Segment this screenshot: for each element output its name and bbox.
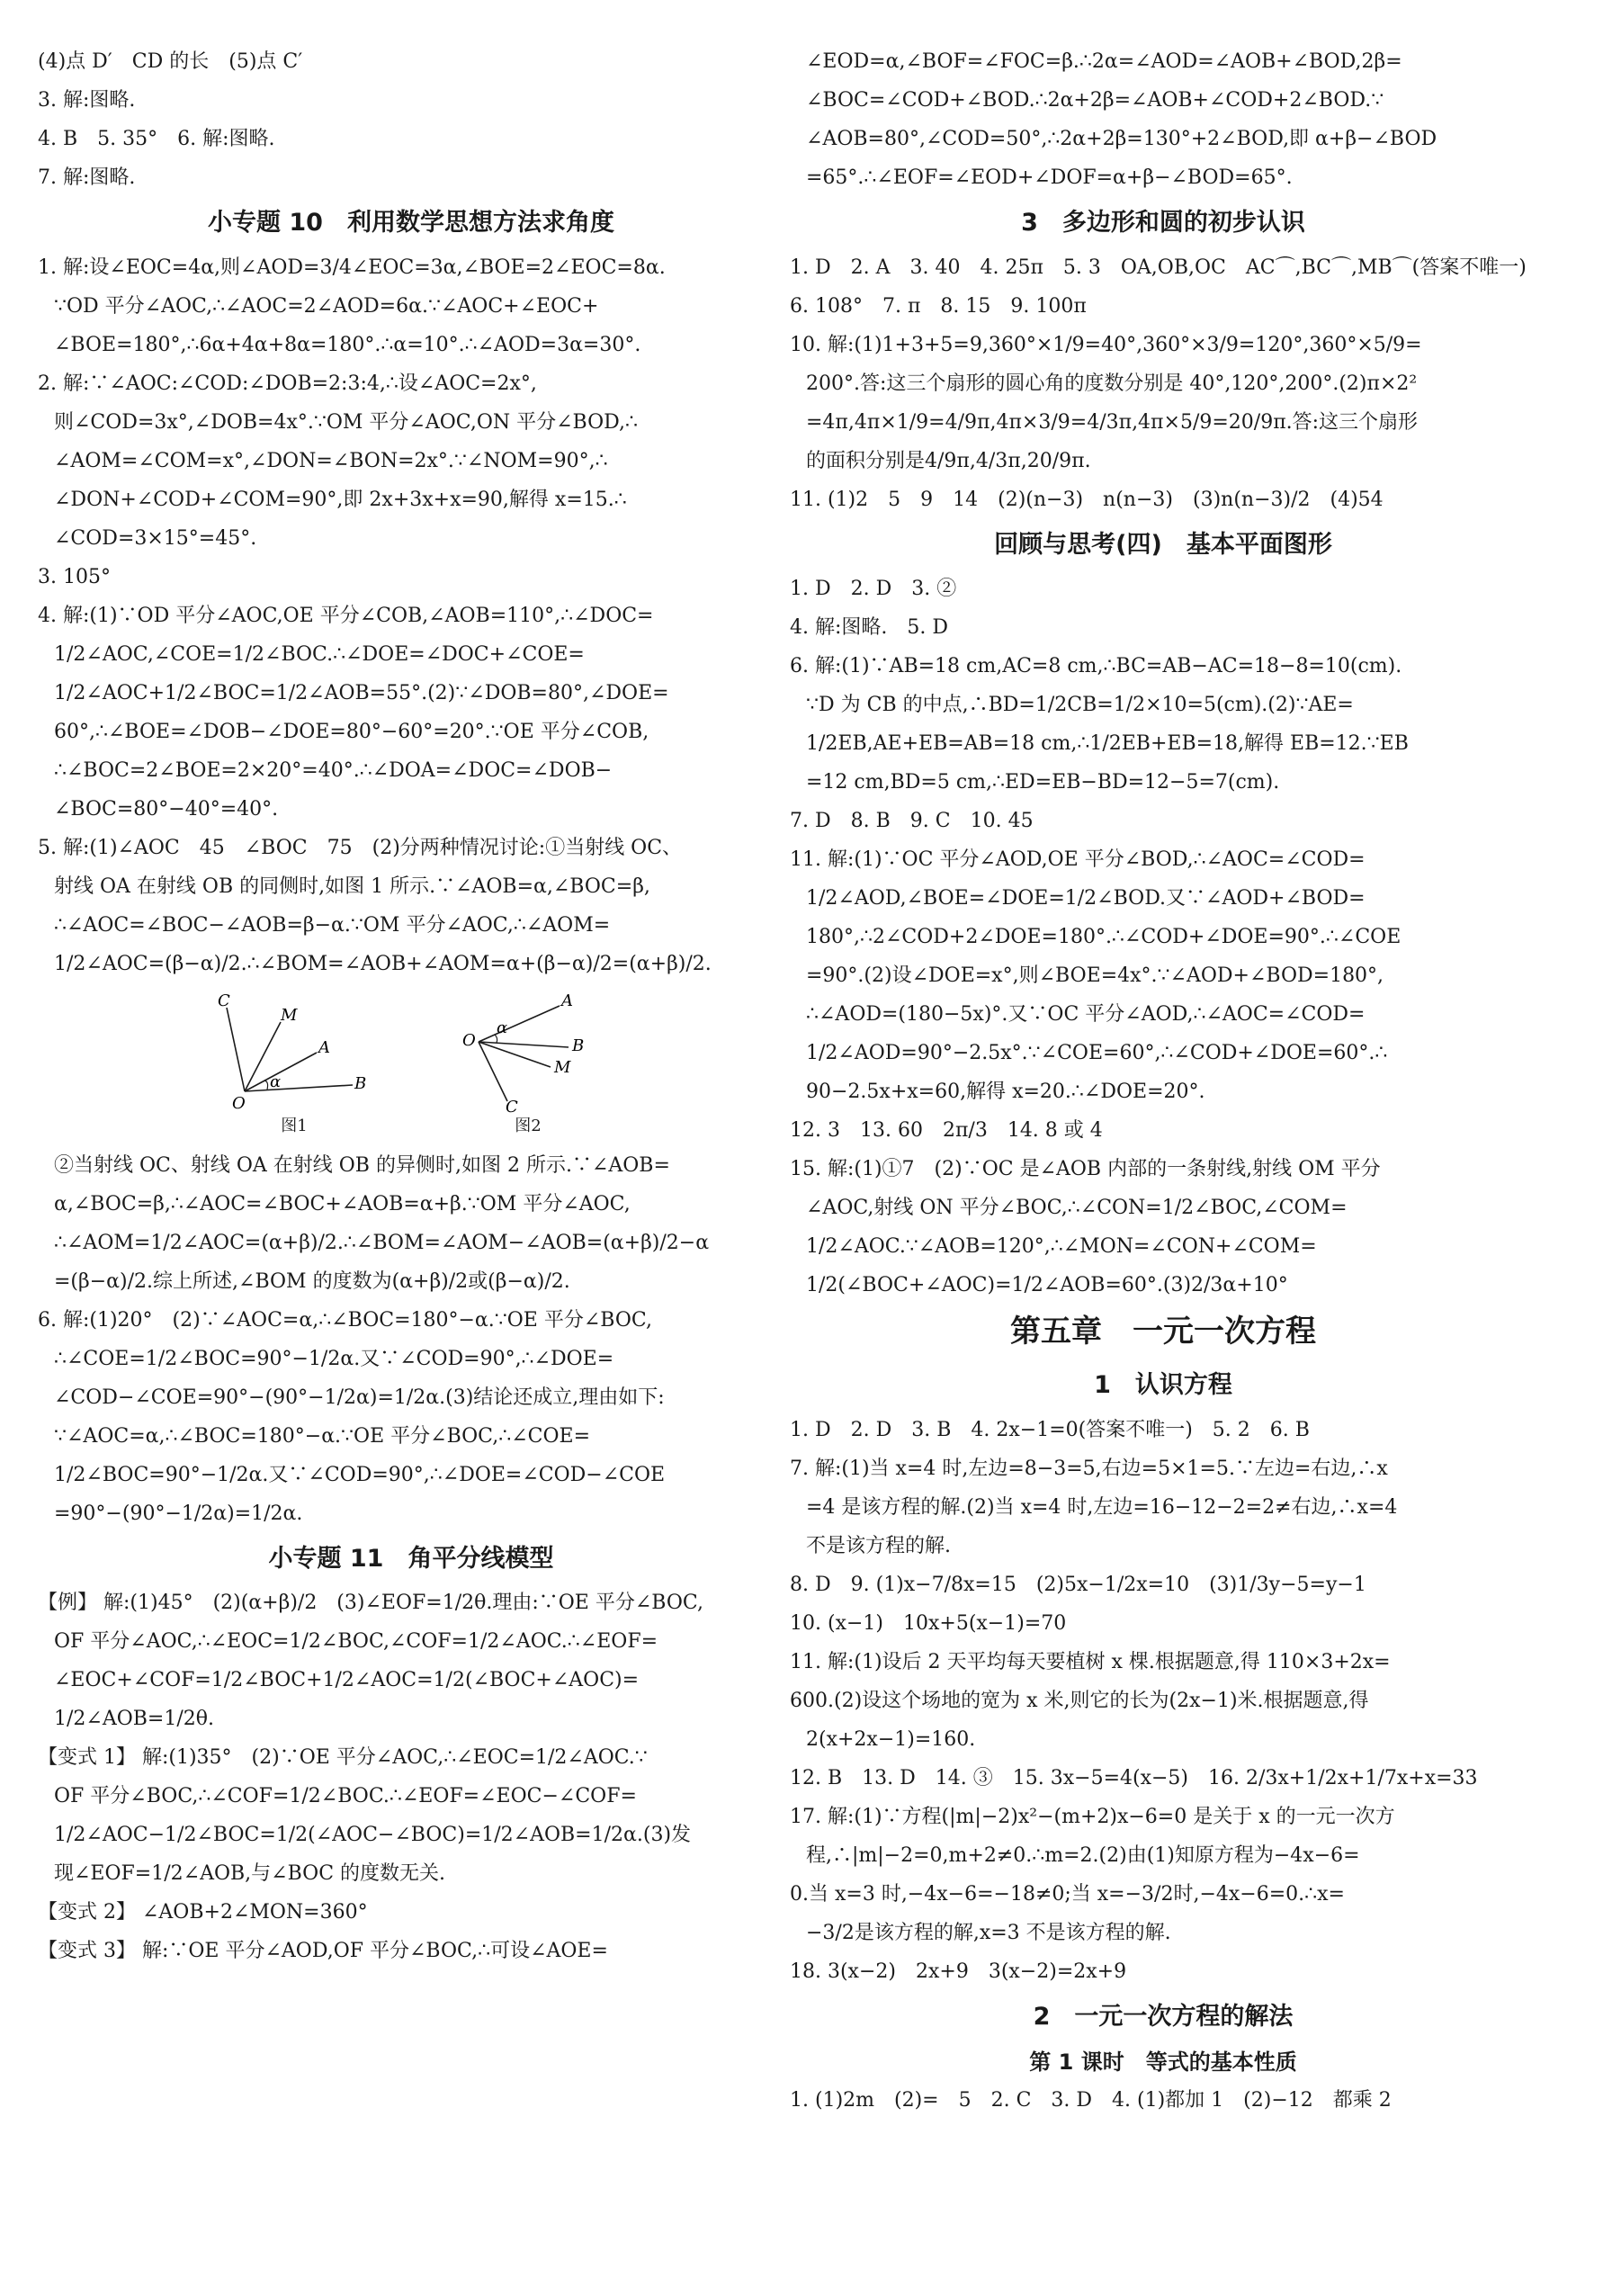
figure-2-caption: 图2	[515, 1116, 542, 1135]
svg-text:B: B	[354, 1073, 367, 1093]
figure-1-diagram	[218, 988, 371, 1114]
answer-line: 1/2∠BOC=90°−1/2α.又∵∠COD=90°,∴∠DOE=∠COD−∠COE	[54, 1463, 666, 1486]
answer-line: 的面积分别是4/9π,4/3π,20/9π.	[806, 449, 1091, 472]
answer-line: ∠COD=3×15°=45°.	[54, 526, 257, 550]
answer-line: 1/2∠AOB=1/2θ.	[54, 1708, 215, 1730]
answer-line: (4)点 D′ CD 的长 (5)点 C′	[38, 50, 303, 73]
answer-line: 1. D 2. D 3. B 4. 2x−1=0(答案不唯一) 5. 2 6. B	[790, 1418, 1310, 1441]
angle-figures	[38, 988, 784, 1138]
answer-line: 6. 解:(1)20° (2)∵∠AOC=α,∴∠BOC=180°−α.∵OE 平分∠BOC,	[38, 1308, 652, 1332]
answer-line: 1/2∠AOD,∠BOE=∠DOE=1/2∠BOD.又∵∠AOD+∠BOD=	[806, 887, 1366, 910]
review4-title: 回顾与思考(四) 基本平面图形	[994, 530, 1332, 559]
answer-line: 10. (x−1) 10x+5(x−1)=70	[790, 1611, 1067, 1635]
answer-line: ∴∠AOM=1/2∠AOC=(α+β)/2.∴∠BOM=∠AOM−∠AOB=(α+β)/2−α	[54, 1231, 710, 1254]
answer-line: 程,∴|m|−2=0,m+2≠0.∴m=2.(2)由(1)知原方程为−4x−6=	[806, 1843, 1360, 1867]
answer-line: 2. 解:∵∠AOC:∠COD:∠DOB=2:3:4,∴设∠AOC=2x°,	[38, 372, 537, 395]
answer-line: 7. 解:图略.	[38, 166, 136, 189]
answer-line: ∴∠BOC=2∠BOE=2×20°=40°.∴∠DOA=∠DOC=∠DOB−	[54, 758, 613, 782]
answer-line: 不是该方程的解.	[806, 1534, 951, 1557]
svg-text:C: C	[506, 1097, 518, 1114]
answer-line: ∠AOC,射线 ON 平分∠BOC,∴∠CON=1/2∠BOC,∠COM=	[806, 1197, 1348, 1219]
section2-answers	[790, 2085, 1536, 2115]
answer-line: 4. 解:图略. 5. D	[790, 616, 949, 639]
answer-line: =65°.∴∠EOF=∠EOD+∠DOF=α+β−∠BOD=65°.	[806, 166, 1293, 189]
answer-line: ∠EOD=α,∠BOF=∠FOC=β.∴2α=∠AOD=∠AOB+∠BOD,2β=	[806, 50, 1402, 73]
answer-line: 90−2.5x+x=60,解得 x=20.∴∠DOE=20°.	[806, 1081, 1205, 1103]
answer-line: 8. D 9. (1)x−7/8x=15 (2)5x−1/2x=10 (3)1/3y−5=y−1	[790, 1573, 1366, 1596]
left-top-block	[38, 47, 784, 193]
svg-text:α: α	[497, 1018, 508, 1037]
section2-title: 2 一元一次方程的解法	[1033, 2002, 1294, 2031]
answer-line: 2(x+2x−1)=160.	[806, 1727, 976, 1751]
svg-text:C: C	[218, 991, 230, 1010]
answer-line: 1. (1)2m (2)= 5 2. C 3. D 4. (1)都加 1 (2)−12 都乘 2	[790, 2089, 1392, 2112]
answer-line: 17. 解:(1)∵方程(|m|−2)x²−(m+2)x−6=0 是关于 x 的一元一次方	[790, 1805, 1395, 1828]
answer-line: 4. B 5. 35° 6. 解:图略.	[38, 128, 275, 150]
svg-text:α: α	[270, 1072, 282, 1091]
svg-text:M: M	[554, 1057, 571, 1077]
svg-text:A: A	[561, 991, 573, 1010]
answer-line: ∠AOM=∠COM=x°,∠DON=∠BON=2x°.∵∠NOM=90°,∴	[54, 449, 608, 472]
answer-line: 【变式 1】 解:(1)35° (2)∵OE 平分∠AOC,∴∠EOC=1/2∠AOC.∵	[38, 1746, 648, 1769]
answer-line: ∠BOE=180°,∴6α+4α+8α=180°.∴α=10°.∴∠AOD=3α=30°.	[54, 333, 641, 356]
answer-line: ∵OD 平分∠AOC,∴∠AOC=2∠AOD=6α.∵∠AOC+∠EOC+	[54, 294, 599, 318]
answer-line: 1. D 2. D 3. ②	[790, 578, 957, 600]
answer-line: 11. 解:(1)∵OC 平分∠AOD,OE 平分∠BOD,∴∠AOC=∠COD=	[790, 848, 1366, 871]
answer-line: 则∠COD=3x°,∠DOB=4x°.∵OM 平分∠AOC,ON 平分∠BOD,∴	[54, 410, 639, 434]
answer-line: ∠AOB=80°,∠COD=50°,∴2α+2β=130°+2∠BOD,即 α+β−∠BOD	[806, 128, 1437, 150]
answer-line: =4 是该方程的解.(2)当 x=4 时,左边=16−12−2=2≠右边,∴x=4	[806, 1495, 1398, 1519]
left-column	[38, 47, 784, 1975]
answer-line: 1/2∠AOC=(β−α)/2.∴∠BOM=∠AOB+∠AOM=α+(β−α)/2=(α+β)/2.	[54, 952, 712, 975]
answer-line: =(β−α)/2.综上所述,∠BOM 的度数为(α+β)/2或(β−α)/2.	[54, 1269, 570, 1293]
answer-line: 3. 解:图略.	[38, 89, 136, 112]
section3-title: 3 多边形和圆的初步认识	[1021, 209, 1305, 237]
answer-line: 180°,∴2∠COD+2∠DOE=180°.∴∠COD+∠DOE=90°.∴∠COE	[806, 926, 1402, 948]
answer-line: ∴∠AOC=∠BOC−∠AOB=β−α.∵OM 平分∠AOC,∴∠AOM=	[54, 913, 611, 937]
answer-line: 12. B 13. D 14. ③ 15. 3x−5=4(x−5) 16. 2/3x+1/2x+1/7x+x=33	[790, 1766, 1478, 1789]
answer-line: 12. 3 13. 60 2π/3 14. 8 或 4	[790, 1119, 1103, 1142]
topic10-title: 小专题 10 利用数学思想方法求角度	[208, 209, 614, 237]
topic11-title: 小专题 11 角平分线模型	[268, 1544, 554, 1573]
answer-line: 3. 105°	[38, 565, 111, 588]
answer-line: 15. 解:(1)①7 (2)∵OC 是∠AOB 内部的一条射线,射线 OM 平分	[790, 1158, 1381, 1180]
chapter5-title: 第五章 一元一次方程	[1010, 1314, 1316, 1350]
answer-line: =4π,4π×1/9=4/9π,4π×3/9=4/3π,4π×5/9=20/9π.答:这三个扇形	[806, 410, 1419, 434]
answer-line: 18. 3(x−2) 2x+9 3(x−2)=2x+9	[790, 1960, 1127, 1983]
answer-line: 4. 解:(1)∵OD 平分∠AOC,OE 平分∠COB,∠AOB=110°,∴∠DOC=	[38, 604, 654, 627]
answer-line: 现∠EOF=1/2∠AOB,与∠BOC 的度数无关.	[54, 1862, 446, 1885]
answer-line: 6. 解:(1)∵AB=18 cm,AC=8 cm,∴BC=AB−AC=18−8=10(cm).	[790, 655, 1402, 677]
answer-line: 1/2(∠BOC+∠AOC)=1/2∠AOB=60°.(3)2/3α+10°	[806, 1274, 1288, 1296]
figure-1-caption: 图1	[281, 1116, 308, 1135]
answer-line: 【变式 3】 解:∵OE 平分∠AOD,OF 平分∠BOC,∴可设∠AOE=	[38, 1940, 608, 1962]
answer-line: 1/2EB,AE+EB=AB=18 cm,∴1/2EB+EB=18,解得 EB=12.∵EB	[806, 732, 1409, 755]
answer-line: OF 平分∠BOC,∴∠COF=1/2∠BOC.∴∠EOF=∠EOC−∠COF=	[54, 1785, 637, 1807]
answer-line: 【变式 2】 ∠AOB+2∠MON=360°	[38, 1901, 368, 1924]
answer-line: ∠COD−∠COE=90°−(90°−1/2α)=1/2α.(3)结论还成立,理由如下:	[54, 1386, 665, 1409]
topic10-answers	[38, 253, 784, 979]
answer-line: 7. 解:(1)当 x=4 时,左边=8−3=5,右边=5×1=5.∵左边=右边,∴x	[790, 1457, 1388, 1480]
figure-2-diagram	[452, 988, 604, 1114]
answer-line: ∵∠AOC=α,∴∠BOC=180°−α.∵OE 平分∠BOC,∴∠COE=	[54, 1424, 591, 1448]
answer-line: =90°.(2)设∠DOE=x°,则∠BOE=4x°.∵∠AOD+∠BOD=180°,	[806, 964, 1384, 987]
figure-2	[452, 988, 604, 1138]
answer-line: ∵D 为 CB 的中点,∴BD=1/2CB=1/2×10=5(cm).(2)∵AE=	[806, 694, 1354, 716]
right-column	[790, 47, 1536, 2124]
answer-line: ∠BOC=∠COD+∠BOD.∴2α+2β=∠AOB+∠COD+2∠BOD.∵	[806, 89, 1384, 112]
answer-line: 60°,∴∠BOE=∠DOB−∠DOE=80°−60°=20°.∵OE 平分∠COB,	[54, 720, 649, 743]
topic11-answers	[38, 1588, 784, 1966]
answer-line: 1. 解:设∠EOC=4α,则∠AOD=3/4∠EOC=3α,∠BOE=2∠EOC=8α.	[38, 256, 666, 279]
svg-text:O: O	[232, 1093, 246, 1113]
answer-line: 射线 OA 在射线 OB 的同侧时,如图 1 所示.∵∠AOB=α,∠BOC=β,	[54, 874, 650, 898]
answer-line: 600.(2)设这个场地的宽为 x 米,则它的长为(2x−1)米.根据题意,得	[790, 1689, 1369, 1712]
answer-line: 11. 解:(1)设后 2 天平均每天要植树 x 棵.根据题意,得 110×3+2x=	[790, 1650, 1391, 1673]
answer-line: 5. 解:(1)∠AOC 45 ∠BOC 75 (2)分两种情况讨论:①当射线 OC、	[38, 836, 683, 859]
answer-line: ∠DON+∠COD+∠COM=90°,即 2x+3x+x=90,解得 x=15.∴	[54, 488, 627, 511]
answer-line: ∠EOC+∠COF=1/2∠BOC+1/2∠AOC=1/2(∠BOC+∠AOC)=	[54, 1669, 640, 1691]
section3-answers	[790, 253, 1536, 515]
answer-line: 1/2∠AOC−1/2∠BOC=1/2(∠AOC−∠BOC)=1/2∠AOB=1/2α.(3)发	[54, 1824, 692, 1846]
svg-text:O: O	[462, 1030, 476, 1050]
answer-line: α,∠BOC=β,∴∠AOC=∠BOC+∠AOB=α+β.∵OM 平分∠AOC,	[54, 1192, 631, 1215]
answer-line: 1. D 2. A 3. 40 4. 25π 5. 3 OA,OB,OC AC⌒,BC⌒,MB⌒(答案不唯一)	[790, 256, 1527, 279]
answer-line: 1/2∠AOC,∠COE=1/2∠BOC.∴∠DOE=∠DOC+∠COE=	[54, 642, 585, 666]
answer-line: 1/2∠AOD=90°−2.5x°.∵∠COE=60°,∴∠COD+∠DOE=60°.∴	[806, 1042, 1388, 1064]
answer-line: 0.当 x=3 时,−4x−6=−18≠0;当 x=−3/2时,−4x−6=0.∴x=	[790, 1882, 1345, 1906]
answer-line: 10. 解:(1)1+3+5=9,360°×1/9=40°,360°×3/9=120°,360°×5/9=	[790, 333, 1422, 356]
answer-line: 6. 108° 7. π 8. 15 9. 100π	[790, 294, 1087, 318]
answer-line: 1/2∠AOC.∵∠AOB=120°,∴∠MON=∠CON+∠COM=	[806, 1235, 1317, 1258]
lesson1-title: 第 1 课时 等式的基本性质	[1029, 2049, 1297, 2075]
svg-text:B: B	[572, 1036, 585, 1055]
answer-line: ∠BOC=80°−40°=40°.	[54, 797, 279, 821]
answer-line: 7. D 8. B 9. C 10. 45	[790, 810, 1034, 832]
review4-answers	[790, 574, 1536, 1300]
section1-title: 1 认识方程	[1094, 1371, 1232, 1399]
answer-line: ∴∠AOD=(180−5x)°.又∵OC 平分∠AOD,∴∠AOC=∠COD=	[806, 1003, 1366, 1026]
svg-text:M: M	[281, 1005, 298, 1025]
answer-line: 1/2∠AOC+1/2∠BOC=1/2∠AOB=55°.(2)∵∠DOB=80°,∠DOE=	[54, 681, 669, 704]
answer-line: =12 cm,BD=5 cm,∴ED=EB−BD=12−5=7(cm).	[806, 771, 1280, 794]
svg-text:A: A	[318, 1037, 330, 1057]
answer-line: −3/2是该方程的解,x=3 不是该方程的解.	[806, 1921, 1171, 1944]
answer-line: 11. (1)2 5 9 14 (2)(n−3) n(n−3) (3)n(n−3)/2 (4)54	[790, 488, 1384, 511]
right-top-block	[790, 47, 1536, 193]
answer-line: 200°.答:这三个扇形的圆心角的度数分别是 40°,120°,200°.(2)π×2²	[806, 372, 1418, 395]
answer-line: =90°−(90°−1/2α)=1/2α.	[54, 1502, 303, 1525]
answer-line: ∴∠COE=1/2∠BOC=90°−1/2α.又∵∠COD=90°,∴∠DOE=	[54, 1347, 614, 1370]
answer-line: ②当射线 OC、射线 OA 在射线 OB 的异侧时,如图 2 所示.∵∠AOB=	[54, 1153, 670, 1177]
figure-1	[218, 988, 371, 1138]
answer-line: OF 平分∠AOC,∴∠EOC=1/2∠BOC,∠COF=1/2∠AOC.∴∠EOF=	[54, 1630, 658, 1653]
answer-line: 【例】 解:(1)45° (2)(α+β)/2 (3)∠EOF=1/2θ.理由:∵OE 平分∠BOC,	[38, 1592, 703, 1614]
section1-answers	[790, 1415, 1536, 1987]
after-figure-answers	[38, 1151, 784, 1529]
